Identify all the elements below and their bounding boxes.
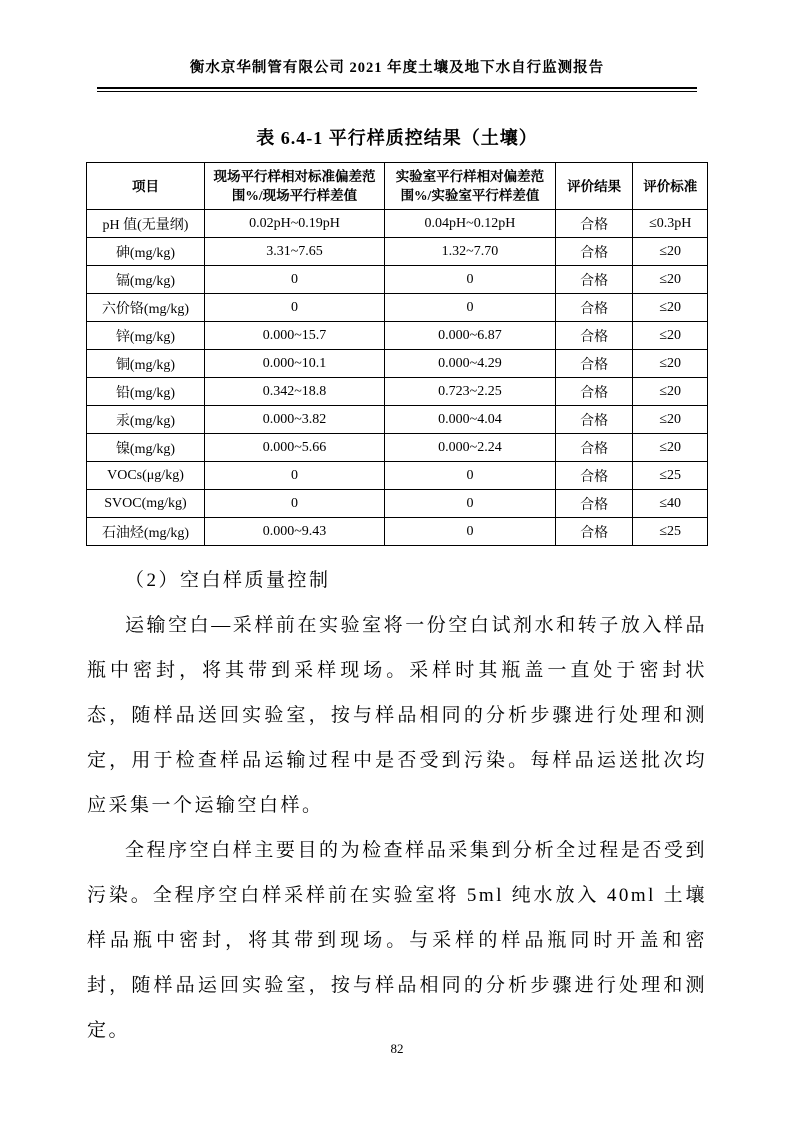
value-cell: ≤20 bbox=[633, 238, 708, 266]
item-cell: pH 值(无量纲) bbox=[87, 210, 205, 238]
paragraph-transport-blank: 运输空白—采样前在实验室将一份空白试剂水和转子放入样品瓶中密封，将其带到采样现场。采样时其瓶盖一直处于密封状态，随样品送回实验室，按与样品相同的分析步骤进行处理和测定，用于检查样品运输过程中是否受到污染。每样品运送批次均应采集一个运输空白样。 bbox=[87, 615, 707, 816]
table-row bbox=[87, 518, 708, 546]
table-row bbox=[87, 238, 708, 266]
paragraph-full-procedure-blank: 全程序空白样主要目的为检查样品采集到分析全过程是否受到污染。全程序空白样采样前在实验室将 5ml 纯水放入 40ml 土壤样品瓶中密封，将其带到现场。与采样的样品瓶同时开盖和密封，随样品运回实验室，按与样品相同的分析步骤进行处理和测定。 bbox=[87, 840, 707, 1041]
table-row bbox=[87, 462, 708, 490]
report-header: 衡水京华制管有限公司 2021 年度土壤及地下水自行监测报告 bbox=[189, 60, 605, 76]
value-cell: 0 bbox=[204, 294, 384, 322]
value-cell: 0.000~3.82 bbox=[204, 406, 384, 434]
column-header: 评价结果 bbox=[555, 163, 633, 210]
column-header: 项目 bbox=[87, 163, 205, 210]
value-cell: 0.723~2.25 bbox=[385, 378, 556, 406]
header-divider bbox=[97, 87, 697, 92]
item-cell: 铜(mg/kg) bbox=[87, 350, 205, 378]
item-cell: 镍(mg/kg) bbox=[87, 434, 205, 462]
table-row bbox=[87, 490, 708, 518]
value-cell: 3.31~7.65 bbox=[204, 238, 384, 266]
divider-thick-line bbox=[97, 87, 697, 89]
item-cell: 铅(mg/kg) bbox=[87, 378, 205, 406]
table-row bbox=[87, 294, 708, 322]
body-text bbox=[87, 558, 707, 1053]
value-cell: 0 bbox=[385, 462, 556, 490]
value-cell: 0.000~10.1 bbox=[204, 350, 384, 378]
value-cell: 合格 bbox=[555, 322, 633, 350]
value-cell: 0.342~18.8 bbox=[204, 378, 384, 406]
value-cell: 0 bbox=[204, 490, 384, 518]
item-cell: VOCs(μg/kg) bbox=[87, 462, 205, 490]
value-cell: 1.32~7.70 bbox=[385, 238, 556, 266]
item-cell: 镉(mg/kg) bbox=[87, 266, 205, 294]
value-cell: 0.000~5.66 bbox=[204, 434, 384, 462]
value-cell: 合格 bbox=[555, 378, 633, 406]
item-cell: 汞(mg/kg) bbox=[87, 406, 205, 434]
qc-results-table bbox=[86, 162, 708, 546]
item-cell: SVOC(mg/kg) bbox=[87, 490, 205, 518]
item-cell: 砷(mg/kg) bbox=[87, 238, 205, 266]
table-row bbox=[87, 266, 708, 294]
value-cell: 合格 bbox=[555, 238, 633, 266]
value-cell: 0.02pH~0.19pH bbox=[204, 210, 384, 238]
value-cell: 0.000~9.43 bbox=[204, 518, 384, 546]
value-cell: 0.000~6.87 bbox=[385, 322, 556, 350]
value-cell: 0.000~2.24 bbox=[385, 434, 556, 462]
value-cell: 合格 bbox=[555, 518, 633, 546]
value-cell: 0.000~15.7 bbox=[204, 322, 384, 350]
column-header: 评价标准 bbox=[633, 163, 708, 210]
value-cell: ≤20 bbox=[633, 434, 708, 462]
section-heading: （2）空白样质量控制 bbox=[125, 570, 331, 591]
value-cell: ≤20 bbox=[633, 266, 708, 294]
column-header: 实验室平行样相对偏差范围%/实验室平行样差值 bbox=[385, 163, 556, 210]
table-row bbox=[87, 350, 708, 378]
value-cell: 0 bbox=[385, 518, 556, 546]
divider-thin-line bbox=[97, 91, 697, 92]
table-header-row bbox=[87, 163, 708, 210]
page-number: 82 bbox=[390, 1041, 404, 1056]
table-row bbox=[87, 210, 708, 238]
value-cell: 0 bbox=[204, 266, 384, 294]
table-title: 表 6.4-1 平行样质控结果（土壤） bbox=[256, 128, 538, 148]
table-body bbox=[87, 210, 708, 546]
value-cell: ≤40 bbox=[633, 490, 708, 518]
value-cell: 合格 bbox=[555, 266, 633, 294]
item-cell: 锌(mg/kg) bbox=[87, 322, 205, 350]
value-cell: 0 bbox=[385, 294, 556, 322]
table-row bbox=[87, 434, 708, 462]
value-cell: ≤0.3pH bbox=[633, 210, 708, 238]
value-cell: 0 bbox=[385, 490, 556, 518]
value-cell: ≤20 bbox=[633, 294, 708, 322]
value-cell: 0.04pH~0.12pH bbox=[385, 210, 556, 238]
value-cell: 合格 bbox=[555, 294, 633, 322]
value-cell: 合格 bbox=[555, 210, 633, 238]
value-cell: ≤20 bbox=[633, 322, 708, 350]
item-cell: 石油烃(mg/kg) bbox=[87, 518, 205, 546]
table-header bbox=[87, 163, 708, 210]
value-cell: ≤25 bbox=[633, 518, 708, 546]
column-header: 现场平行样相对标准偏差范围%/现场平行样差值 bbox=[204, 163, 384, 210]
value-cell: ≤20 bbox=[633, 406, 708, 434]
value-cell: 合格 bbox=[555, 434, 633, 462]
item-cell: 六价铬(mg/kg) bbox=[87, 294, 205, 322]
value-cell: 合格 bbox=[555, 406, 633, 434]
value-cell: 合格 bbox=[555, 462, 633, 490]
value-cell: ≤20 bbox=[633, 378, 708, 406]
table-row bbox=[87, 378, 708, 406]
table-row bbox=[87, 406, 708, 434]
value-cell: 0.000~4.29 bbox=[385, 350, 556, 378]
value-cell: 0 bbox=[385, 266, 556, 294]
value-cell: 合格 bbox=[555, 350, 633, 378]
value-cell: 0 bbox=[204, 462, 384, 490]
table-row bbox=[87, 322, 708, 350]
value-cell: ≤25 bbox=[633, 462, 708, 490]
value-cell: ≤20 bbox=[633, 350, 708, 378]
value-cell: 合格 bbox=[555, 490, 633, 518]
value-cell: 0.000~4.04 bbox=[385, 406, 556, 434]
